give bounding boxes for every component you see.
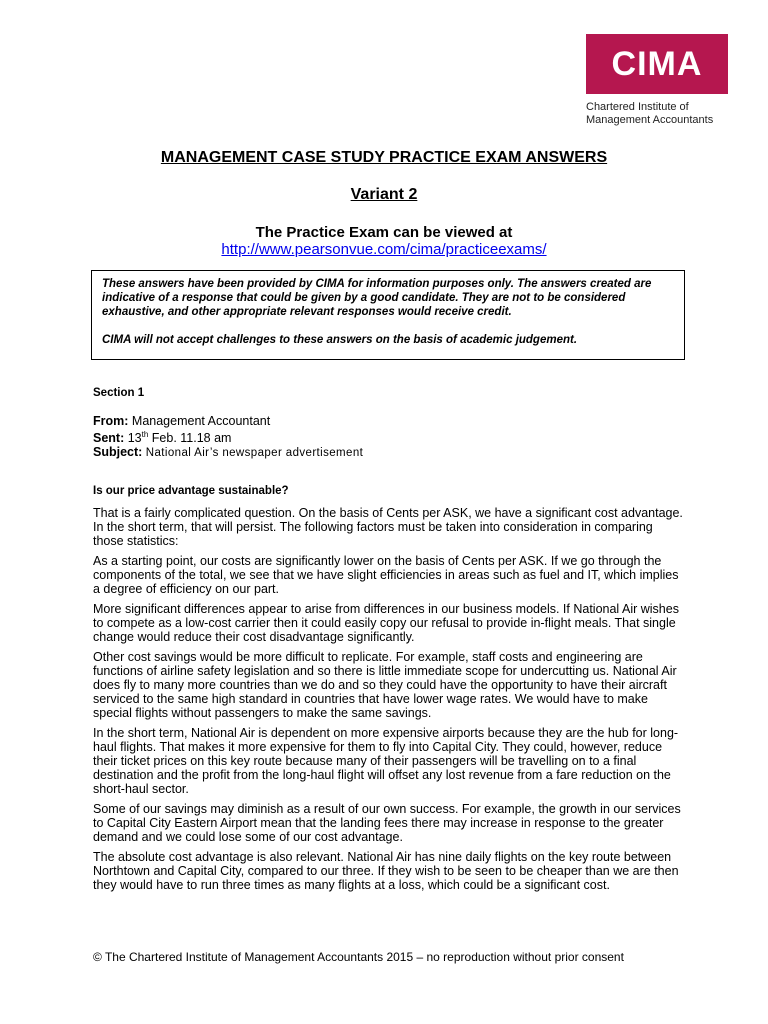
subject-value: National Air’s newspaper advertisement	[145, 447, 364, 460]
copyright-footer: © The Chartered Institute of Management Accountants 2015 – no reproduction without prior consent	[93, 950, 624, 964]
disclaimer-box	[91, 270, 685, 360]
question-heading: Is our price advantage sustainable?	[93, 485, 289, 497]
body-paragraph: More significant differences appear to arise from differences in our business models. If National Air wishes to compete as a low-cost carrier then it could easily copy our refusal to provide in-flight meals. That single change would reduce their cost disadvantage significantly.	[93, 602, 679, 644]
body-paragraph: In the short term, National Air is dependent on more expensive airports because they are the hub for long-haul flights. That makes it more expensive for them to fly into Capital City. They could, however, reduce their ticket prices on this key route because many of their passengers will be travelling on to a final destination and the profit from the long-haul flight will offset any lost revenue from a fare reduction on the short-haul sector.	[93, 726, 679, 796]
subject-label: Subject:	[93, 445, 143, 460]
disclaimer-paragraph-2: CIMA will not accept challenges to these answers on the basis of academic judgement.	[102, 334, 578, 346]
memo-sent	[93, 428, 363, 445]
body-paragraph: The absolute cost advantage is also relevant. National Air has nine daily flights on the key route between Northtown and Capital City, compared to our three. If they wish to be seen to be cheaper than we are then they would have to run three times as many flights at a loss, which could be a significant cost.	[93, 850, 679, 892]
practice-exam-link[interactable]: http://www.pearsonvue.com/cima/practiceexams/	[221, 241, 547, 258]
logo-subtitle	[586, 101, 736, 127]
sent-rest: Feb. 11.18 am	[151, 431, 232, 446]
body-paragraph: Some of our savings may diminish as a result of our own success. For example, the growth in our services to Capital City Eastern Airport mean that the landing fees there may increase in response to the greater demand and we could lose some of our cost advantage.	[93, 802, 681, 844]
logo-mark: CIMA	[611, 44, 703, 83]
section-heading: Section 1	[93, 387, 145, 399]
logo-line-1: Chartered Institute of	[586, 101, 689, 113]
from-label: From:	[93, 414, 129, 428]
viewed-text: The Practice Exam can be viewed at	[255, 224, 513, 241]
from-value: Management Accountant	[131, 414, 271, 428]
sent-day: 13	[127, 431, 142, 446]
document-title: MANAGEMENT CASE STUDY PRACTICE EXAM ANSWERS	[160, 149, 608, 166]
body-paragraph: Other cost savings would be more difficult to replicate. For example, staff costs and engineering are functions of airline safety legislation and so there is little immediate scope for undercutting us. National Air does fly to many more countries than we do and so they could have the opportunity to have their aircraft serviced to the same high standard in countries that have lower wage rates. We would have to make special flights without passengers to make the same savings.	[93, 650, 677, 720]
sent-label: Sent:	[93, 431, 125, 446]
answer-body	[93, 506, 683, 898]
cima-logo	[586, 34, 728, 94]
body-paragraph: That is a fairly complicated question. On the basis of Cents per ASK, we have a significant cost advantage. In the short term, that will persist. The following factors must be taken into consideration in comparing those statistics:	[93, 506, 683, 548]
sent-suffix: th	[141, 430, 149, 439]
variant-heading: Variant 2	[350, 186, 418, 203]
disclaimer-paragraph-1: These answers have been provided by CIMA for information purposes only. The answers created are indicative of a response that could be given by a good candidate. They are not to be considered exhaustive, and other appropriate relevant responses would receive credit.	[102, 278, 652, 318]
memo-subject	[93, 445, 363, 460]
body-paragraph: As a starting point, our costs are significantly lower on the basis of Cents per ASK. If we go through the components of the total, we see that we have slight efficiencies in areas such as fuel and IT, which implies a degree of efficiency on our part.	[93, 554, 679, 596]
memo-from	[93, 414, 363, 428]
memo-header	[93, 414, 363, 460]
logo-line-2: Management Accountants	[586, 114, 714, 126]
